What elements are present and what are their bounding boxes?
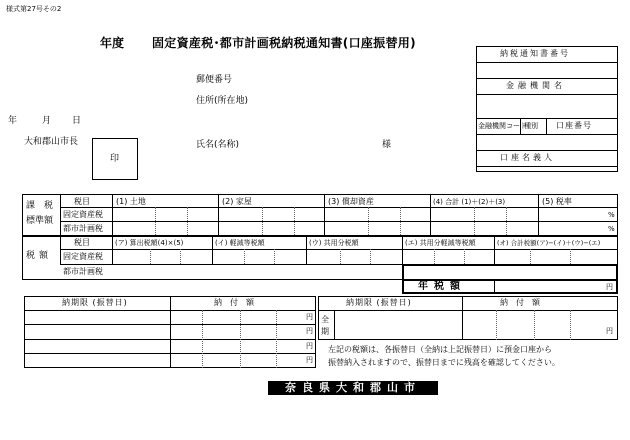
base-subject-label: 税目 (74, 197, 90, 206)
seal-mark: 印 (110, 154, 120, 164)
date-year: 年 (8, 116, 18, 126)
right-amount-header: 納付額 (500, 298, 548, 307)
base-fixed-asset-label: 固定資産税 (63, 210, 103, 219)
base-col-depreciable: (3) 償却資産 (328, 197, 374, 206)
bank-name-label: 金融機関名 (506, 81, 566, 90)
honorific: 様 (382, 140, 392, 150)
note-line-1: 左記の税額は、各振替日（全納は上記振替日）に預金口座から (328, 345, 552, 354)
tax-subject-label: 税目 (74, 238, 90, 247)
left-deadline-header: 納期限 (振替日) (62, 298, 128, 307)
annual-tax-yen: 円 (606, 283, 613, 291)
base-col-total: (4) 合計 (1)＋(2)＋(3) (433, 198, 506, 206)
date-month: 月 (42, 116, 52, 126)
base-section-label-line2: 標準額 (26, 216, 54, 226)
base-col-rate: (5) 税率 (542, 197, 572, 206)
mayor-label: 大和郡山市長 (24, 137, 79, 147)
right-yen: 円 (606, 327, 613, 335)
address-label: 住所(所在地) (196, 96, 249, 106)
bank-code-label: 金融機関コード (478, 122, 527, 130)
seal-box (92, 138, 138, 180)
rate-unit-fixed: % (608, 211, 615, 219)
annual-tax-label: 年税額 (418, 281, 466, 292)
base-col-land: (1) 土地 (116, 197, 146, 206)
tax-col-shared: (ウ) 共用分税額 (309, 239, 359, 247)
tax-col-reduction: (イ) 軽減等税額 (215, 239, 265, 247)
left-yen-4: 円 (306, 356, 313, 364)
left-amount-header: 納付額 (214, 298, 262, 307)
account-holder-label: 口座名義人 (500, 153, 555, 162)
tax-col-computed: (ア) 算出税額(4)×(5) (115, 239, 184, 247)
full-payment-label: 全期 (321, 315, 329, 336)
form-number: 様式第27号その2 (6, 5, 62, 13)
tax-col-total: (オ) 合計税額(ア)−(イ)＋(ウ)−(エ) (497, 239, 601, 247)
account-type-label: 種別 (524, 122, 538, 130)
tax-section-label: 税額 (26, 251, 53, 261)
fiscal-year-label: 年度 (100, 36, 125, 50)
postal-code-label: 郵便番号 (196, 75, 233, 85)
rate-unit-city: % (608, 225, 615, 233)
left-yen-1: 円 (306, 313, 313, 321)
tax-fixed-asset-label: 固定資産税 (63, 252, 103, 261)
left-yen-3: 円 (306, 342, 313, 350)
date-day: 日 (72, 116, 82, 126)
city-banner: 奈良県大和郡山市 (268, 381, 438, 395)
account-number-label: 口座番号 (556, 121, 592, 130)
base-section-label-line1: 課 税 (26, 201, 54, 211)
base-city-planning-label: 都市計画税 (63, 224, 103, 233)
tax-city-planning-label: 都市計画税 (63, 267, 103, 276)
notice-number-label: 納税通知書番号 (500, 49, 570, 58)
name-label: 氏名(名称) (196, 140, 240, 150)
tax-col-shared-reduction: (エ) 共用分軽減等税額 (405, 239, 476, 247)
form-title: 固定資産税･都市計画税納税通知書(口座振替用) (152, 36, 416, 50)
right-deadline-header: 納期限 (振替日) (346, 298, 412, 307)
base-col-building: (2) 家屋 (222, 197, 252, 206)
left-yen-2: 円 (306, 327, 313, 335)
note-line-2: 振替納入されますので、振替日までに残高を確認してください。 (328, 358, 560, 367)
